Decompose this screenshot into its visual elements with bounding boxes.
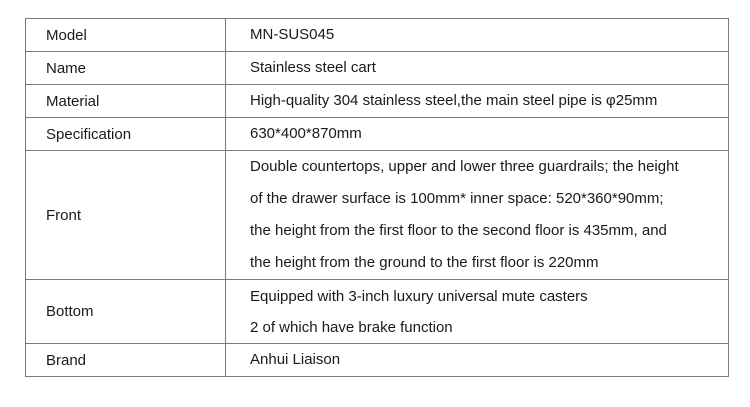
- spec-value-line: 630*400*870mm: [250, 125, 362, 142]
- spec-label: Bottom: [26, 280, 226, 344]
- spec-row-name: [26, 52, 729, 85]
- spec-value: [226, 19, 729, 52]
- product-spec-table: [25, 18, 729, 377]
- spec-value-line: of the drawer surface is 100mm* inner space: 520*360*90mm;: [250, 190, 664, 207]
- spec-label: Brand: [26, 344, 226, 377]
- spec-value-line: High-quality 304 stainless steel,the main steel pipe is φ25mm: [250, 92, 658, 109]
- spec-value-line: Anhui Liaison: [250, 351, 341, 368]
- spec-label: Material: [26, 85, 226, 118]
- spec-row-specification: [26, 118, 729, 151]
- spec-row-model: [26, 19, 729, 52]
- spec-value-line: the height from the ground to the first floor is 220mm: [250, 254, 599, 271]
- spec-value-line: Equipped with 3-inch luxury universal mute casters: [250, 287, 588, 305]
- spec-value-line: Double countertops, upper and lower three guardrails; the height: [250, 158, 679, 175]
- spec-label: Specification: [26, 118, 226, 151]
- spec-row-material: [26, 85, 729, 118]
- spec-value-line: Stainless steel cart: [250, 59, 376, 76]
- spec-label: Name: [26, 52, 226, 85]
- spec-row-bottom: [26, 280, 729, 344]
- spec-value: [226, 344, 729, 377]
- spec-value: [226, 52, 729, 85]
- spec-row-front: [26, 151, 729, 280]
- spec-value: [226, 151, 729, 280]
- spec-label: Model: [26, 19, 226, 52]
- spec-value: [226, 118, 729, 151]
- spec-value: [226, 85, 729, 118]
- spec-value-line: MN-SUS045: [250, 26, 335, 43]
- spec-value: [226, 280, 729, 344]
- spec-row-brand: [26, 344, 729, 377]
- spec-label: Front: [26, 151, 226, 280]
- spec-value-line: 2 of which have brake function: [250, 318, 453, 336]
- spec-value-line: the height from the first floor to the second floor is 435mm, and: [250, 222, 667, 239]
